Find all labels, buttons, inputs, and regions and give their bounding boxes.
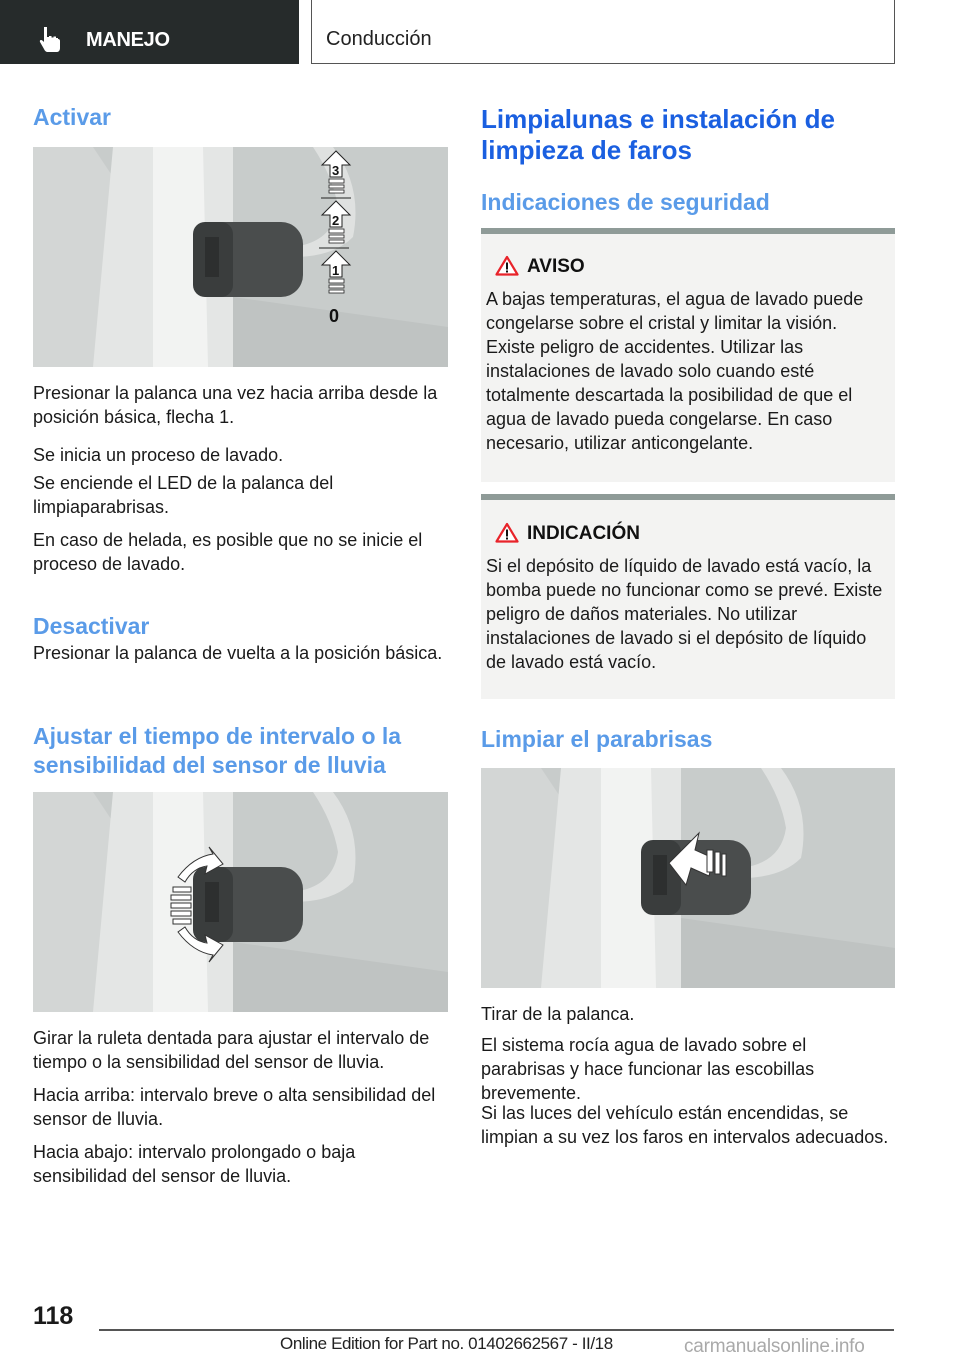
chapter-tab xyxy=(311,0,895,64)
heading-indicaciones-seguridad: Indicaciones de seguridad xyxy=(481,189,770,215)
heading-desactivar: Desactivar xyxy=(33,613,150,639)
section-label: MANEJO xyxy=(86,29,170,51)
note-bar xyxy=(481,228,895,234)
footer-divider xyxy=(99,1329,894,1331)
ajustar-paragraph-2: Hacia arriba: intervalo breve o alta sensibilidad del sensor de lluvia. xyxy=(33,1085,436,1129)
ajustar-paragraph-3: Hacia abajo: intervalo prolongado o baja sensibilidad del sensor de lluvia. xyxy=(33,1142,356,1186)
warning-triangle-icon xyxy=(495,255,519,276)
ajustar-paragraph-1: Girar la ruleta dentada para ajustar el intervalo de tiempo o la sensibilidad del sensor de lluvia. xyxy=(33,1028,430,1072)
section-tab xyxy=(0,0,299,64)
arrow-label-2: 2 xyxy=(332,213,340,228)
chapter-label: Conducción xyxy=(326,28,432,50)
page-number: 118 xyxy=(33,1302,74,1330)
footer-watermark[interactable]: carmanualsonline.info xyxy=(684,1336,865,1357)
figure-ajustar xyxy=(33,792,448,1012)
figure-activar xyxy=(33,147,448,367)
activar-paragraph-4: En caso de helada, es posible que no se inicie el proceso de lavado. xyxy=(33,530,423,574)
arrow-label-0: 0 xyxy=(329,306,340,326)
note-title-aviso: AVISO xyxy=(527,256,585,277)
note-body-indicacion: Si el depósito de líquido de lavado está vacío, la bomba puede no funcionar como se prevé. Existe peligro de daños materiales. No utilizar instalaciones de lavado si el depósito de líquido de lavado está vacío. xyxy=(486,556,883,672)
heading-ajustar: Ajustar el tiempo de intervalo o la sensibilidad del sensor de lluvia xyxy=(33,723,402,778)
warning-triangle-icon xyxy=(495,522,519,543)
figure-limpiar xyxy=(481,768,895,988)
footer-edition: Online Edition for Part no. 01402662567 - II/18 xyxy=(280,1334,613,1353)
activar-paragraph-3: Se enciende el LED de la palanca del limpiaparabrisas. xyxy=(33,473,334,517)
limpiar-paragraph-3: Si las luces del vehículo están encendidas, se limpian a su vez los faros en intervalos adecuados. xyxy=(481,1103,889,1147)
note-aviso xyxy=(481,228,895,482)
heading-limpialunas: Limpialunas e instalación de limpieza de faros xyxy=(481,104,835,165)
limpiar-paragraph-2: El sistema rocía agua de lavado sobre el parabrisas y hace funcionar las escobillas brevemente. xyxy=(481,1035,815,1103)
activar-paragraph-2: Se inicia un proceso de lavado. xyxy=(33,445,284,465)
limpiar-paragraph-1: Tirar de la palanca. xyxy=(481,1004,635,1024)
desactivar-paragraph-1: Presionar la palanca de vuelta a la posición básica. xyxy=(33,643,443,663)
arrow-label-3: 3 xyxy=(332,163,340,178)
note-bar xyxy=(481,494,895,500)
note-title-indicacion: INDICACIÓN xyxy=(527,523,640,544)
arrow-label-1: 1 xyxy=(332,263,340,278)
activar-paragraph-1: Presionar la palanca una vez hacia arriba desde la posición básica, flecha 1. xyxy=(33,383,438,427)
hand-pointer-icon xyxy=(38,26,62,52)
note-body-aviso: A bajas temperaturas, el agua de lavado puede congelarse sobre el cristal y limitar la visión. Existe peligro de accidentes. Utilizar las instalaciones de lavado solo cuando esté totalmente descartada la posibilidad de que el agua de lavado pueda congelarse. En caso necesario, utilizar anticongelante. xyxy=(486,289,864,453)
heading-limpiar-parabrisas: Limpiar el parabrisas xyxy=(481,726,713,752)
heading-activar: Activar xyxy=(33,104,111,130)
note-indicacion xyxy=(481,494,895,699)
